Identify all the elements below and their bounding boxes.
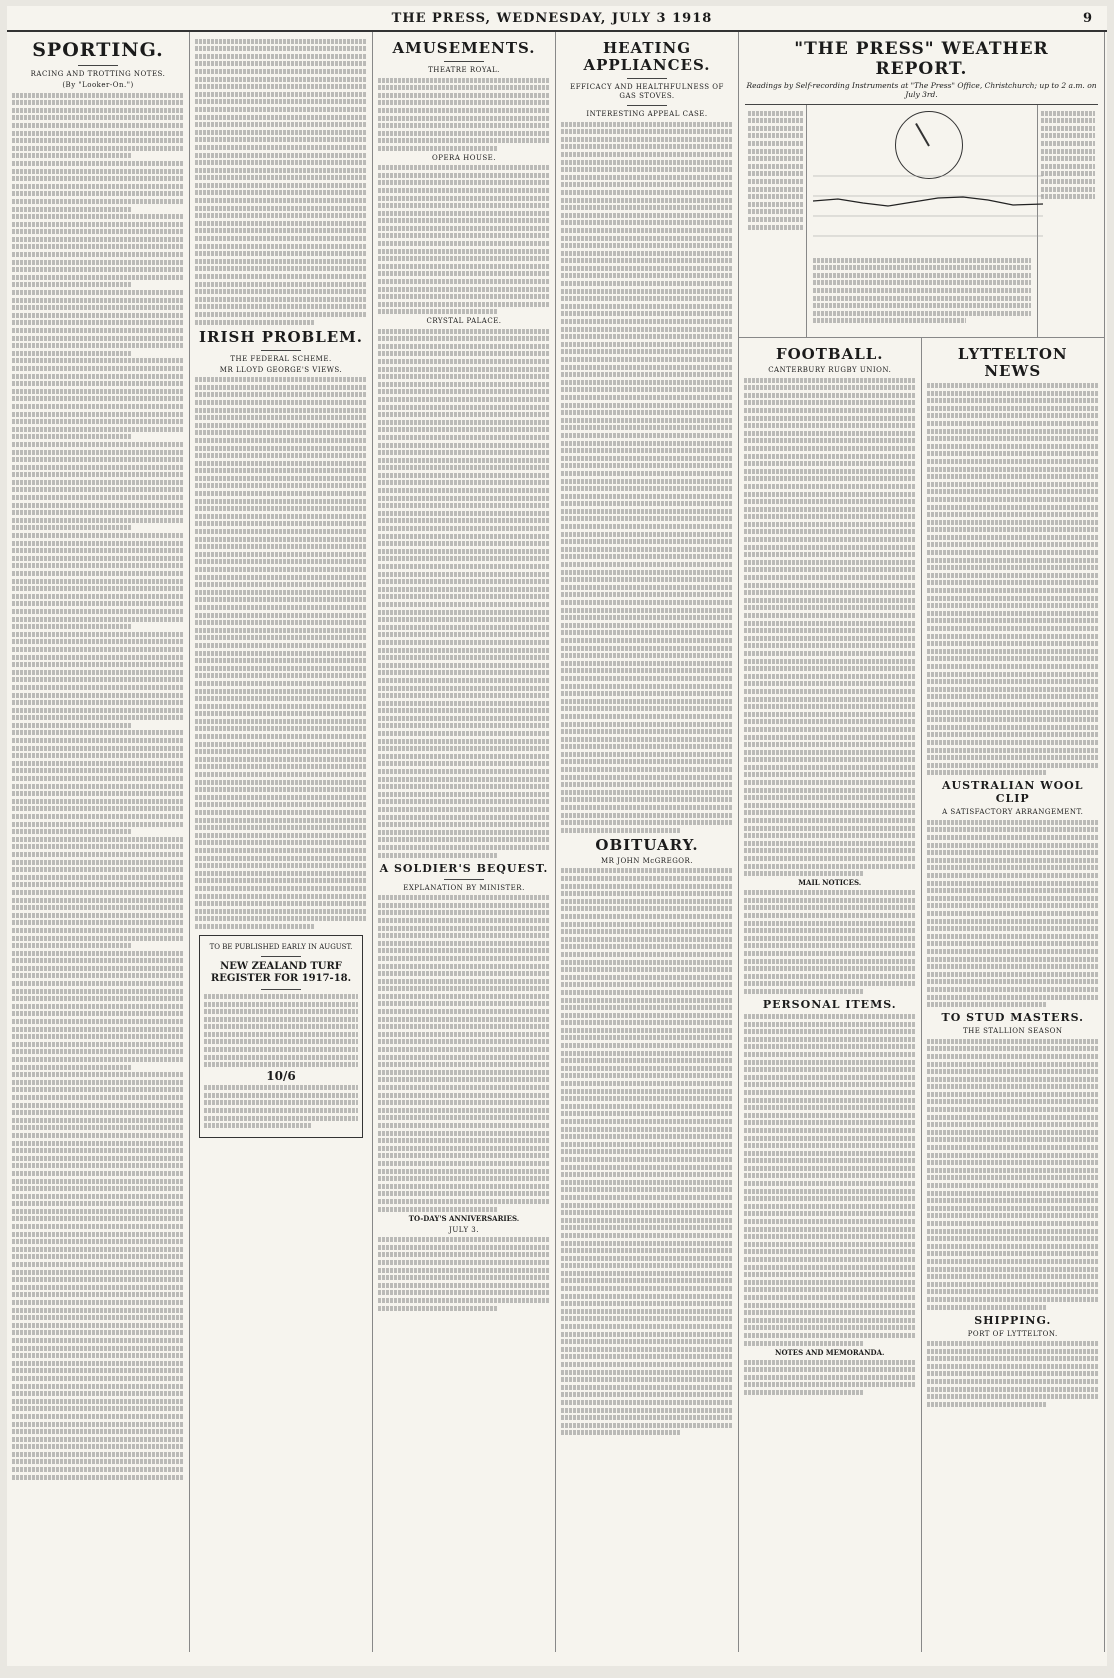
stud-sub1: THE STALLION SEASON — [962, 1027, 1063, 1036]
weather-left-panel — [745, 105, 807, 337]
columns — [7, 32, 1107, 1652]
amusements-heading: AMUSEMENTS. — [392, 39, 536, 57]
masthead — [7, 6, 1107, 32]
masthead-title: THE PRESS, WEDNESDAY, JULY 3 1918 — [391, 10, 713, 26]
barograph-trace — [813, 161, 1043, 251]
irish-sub2: MR LLOYD GEORGE'S VIEWS. — [219, 365, 343, 374]
page-number: 9 — [1082, 10, 1093, 26]
weather-chart — [745, 104, 1098, 337]
column-football — [739, 338, 922, 1652]
wool-heading: AUSTRALIAN WOOL CLIP — [942, 779, 1084, 806]
irish-sub1: THE FEDERAL SCHEME. — [230, 354, 332, 363]
column-amusements — [373, 32, 556, 1652]
amusements-sub1: THEATRE ROYAL. — [428, 66, 500, 74]
column-irish — [190, 32, 373, 1652]
heating-sub2: INTERESTING APPEAL CASE. — [586, 110, 708, 118]
amusements-sub3: CRYSTAL PALACE. — [426, 317, 502, 325]
weather-subtitle: Readings by Self-recording Instruments at "The Press" Office, Christchurch; up to 2 a.m. on July 3rd. — [746, 81, 1097, 99]
heating-sub1: EFFICACY AND HEALTHFULNESS OF GAS STOVES. — [570, 83, 724, 100]
personal-heading: PERSONAL ITEMS. — [762, 998, 897, 1011]
shipping-sub1: PORT OF LYTTELTON. — [967, 1329, 1058, 1338]
soldier-heading: A SOLDIER'S BEQUEST. — [379, 861, 549, 875]
mail-heading: MAIL NOTICES. — [798, 878, 862, 888]
advert-price: 10/6 — [266, 1069, 296, 1084]
obituary-heading: OBITUARY. — [595, 835, 699, 854]
lyttelton-heading: LYTTELTON NEWS — [957, 345, 1068, 380]
wool-sub1: A SATISFACTORY ARRANGEMENT. — [942, 808, 1084, 817]
anniversaries-heading: TO-DAY'S ANNIVERSARIES. — [408, 1213, 520, 1223]
irish-heading: IRISH PROBLEM. — [198, 327, 364, 346]
sporting-byline: (By "Looker-On.") — [62, 81, 134, 89]
advert-line1: TO BE PUBLISHED EARLY IN AUGUST. — [209, 942, 353, 951]
weather-heading: "THE PRESS" WEATHER REPORT. — [794, 39, 1049, 79]
soldier-sub1: EXPLANATION BY MINISTER. — [403, 883, 525, 892]
sporting-subheading: RACING AND TROTTING NOTES. — [30, 70, 166, 78]
amusements-sub2: OPERA HOUSE. — [432, 153, 496, 162]
weather-centre-panel — [807, 105, 1038, 337]
shipping-heading: SHIPPING. — [974, 1313, 1052, 1327]
stud-heading: TO STUD MASTERS. — [941, 1011, 1084, 1025]
football-sub1: CANTERBURY RUGBY UNION. — [768, 366, 892, 374]
column-heating — [556, 32, 739, 1652]
column-lyttelton — [922, 338, 1105, 1652]
sporting-body — [12, 93, 184, 1480]
newspaper-page — [7, 6, 1107, 1666]
advert-title: NEW ZEALAND TURF REGISTER FOR 1917-18. — [210, 960, 352, 984]
sporting-heading: SPORTING. — [32, 39, 164, 61]
weather-right-panel — [1038, 105, 1098, 337]
weather-and-news — [739, 32, 1105, 1652]
anniversaries-sub1: JULY 3. — [449, 1225, 479, 1234]
heating-heading: HEATING APPLIANCES. — [583, 39, 711, 74]
turf-register-advert — [199, 935, 363, 1138]
obituary-sub1: MR JOHN McGREGOR. — [600, 856, 694, 865]
football-heading: FOOTBALL. — [775, 345, 884, 363]
weather-report — [739, 32, 1104, 338]
notes-heading: NOTES AND MEMORANDA. — [775, 1347, 885, 1357]
column-sporting — [7, 32, 190, 1652]
